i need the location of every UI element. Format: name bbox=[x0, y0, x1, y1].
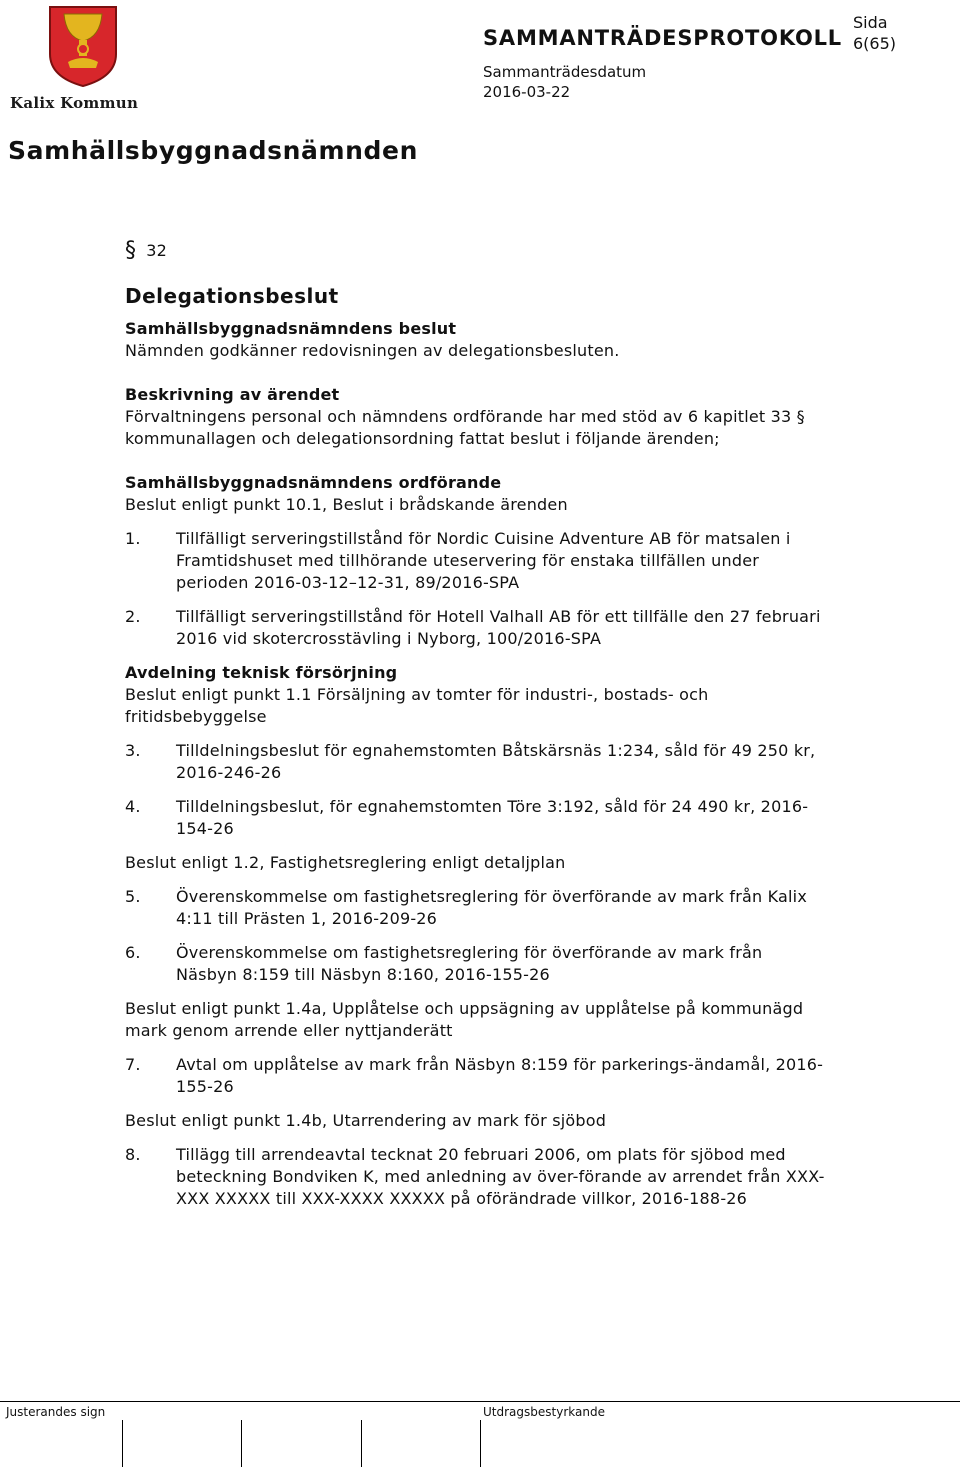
item-text: Överenskommelse om fastighetsreglering för överförande av mark från Näsbyn 8:159 till Näsbyn 8:160, 2016-155-26 bbox=[176, 943, 763, 984]
item-text: Tillägg till arrendeavtal tecknat 20 februari 2006, om plats för sjöbod med beteckning Bondviken K, med anledning av över-förande av arrendet från XXX-XXX XXXXX till XXX-XXXX XXXXX på oförändrade villkor, 2016-188-26 bbox=[176, 1145, 825, 1208]
item-number: 5. bbox=[125, 887, 141, 906]
coat-of-arms-icon bbox=[46, 4, 120, 88]
item-text: Överenskommelse om fastighetsreglering för överförande av mark från Kalix 4:11 till Prästen 1, 2016-209-26 bbox=[176, 887, 807, 928]
list-item bbox=[125, 740, 825, 784]
item-number: 7. bbox=[125, 1055, 141, 1074]
list-item bbox=[125, 1144, 825, 1210]
description-text: Förvaltningens personal och nämndens ordförande har med stöd av 6 kapitlet 33 § kommunallagen och delegationsordning fattat beslut i följande ärenden; bbox=[125, 407, 805, 448]
signature-divider bbox=[361, 1420, 362, 1467]
signature-footer bbox=[0, 1401, 960, 1467]
page-number: 6(65) bbox=[853, 34, 897, 53]
group-subheading: Beslut enligt punkt 1.4a, Upplåtelse och uppsägning av upplåtelse på kommunägd mark genom arrende eller nyttjanderätt bbox=[125, 999, 804, 1040]
date-value: 2016-03-22 bbox=[483, 83, 571, 101]
item-text: Tillfälligt serveringstillstånd för Nordic Cuisine Adventure AB för matsalen i Framtidshuset med tillhörande uteservering för enstaka tillfällen under perioden 2016-03-12–12-31, 89/2016-SPA bbox=[176, 529, 791, 592]
group-subheading: Beslut enligt punkt 1.1 Försäljning av tomter för industri-, bostads- och fritidsbebyggelse bbox=[125, 685, 709, 726]
signature-divider bbox=[241, 1420, 242, 1467]
decision-heading: Samhällsbyggnadsnämndens beslut bbox=[125, 319, 457, 338]
group-heading: Samhällsbyggnadsnämndens ordförande bbox=[125, 473, 502, 492]
logo-text: Kalix Kommun bbox=[10, 94, 139, 112]
group-subheading: Beslut enligt punkt 10.1, Beslut i brådskande ärenden bbox=[125, 495, 568, 514]
utdragsbestyrkande-label: Utdragsbestyrkande bbox=[483, 1405, 605, 1419]
justerandes-sign-label: Justerandes sign bbox=[6, 1405, 106, 1419]
item-number: 3. bbox=[125, 741, 141, 760]
list-item bbox=[125, 942, 825, 986]
item-text: Tilldelningsbeslut för egnahemstomten Båtskärsnäs 1:234, såld för 49 250 kr, 2016-246-26 bbox=[176, 741, 816, 782]
kalix-kommun-logo bbox=[10, 4, 160, 110]
list-item bbox=[125, 1054, 825, 1098]
document-type: SAMMANTRÄDESPROTOKOLL bbox=[483, 26, 842, 50]
signature-divider bbox=[480, 1420, 481, 1467]
item-number: 2. bbox=[125, 607, 141, 626]
item-number: 8. bbox=[125, 1145, 141, 1164]
committee-title: Samhällsbyggnadsnämnden bbox=[8, 136, 419, 165]
paragraph-sign: § bbox=[125, 238, 137, 263]
item-number: 1. bbox=[125, 529, 141, 548]
paragraph-line bbox=[125, 240, 825, 262]
document-body bbox=[125, 240, 825, 1210]
group-subheading: Beslut enligt 1.2, Fastighetsreglering enligt detaljplan bbox=[125, 853, 566, 872]
page-label: Sida bbox=[853, 13, 888, 32]
decision-text: Nämnden godkänner redovisningen av delegationsbesluten. bbox=[125, 341, 620, 360]
item-text: Tilldelningsbeslut, för egnahemstomten Töre 3:192, såld för 24 490 kr, 2016-154-26 bbox=[176, 797, 809, 838]
list-item bbox=[125, 886, 825, 930]
item-text: Tillfälligt serveringstillstånd för Hotell Valhall AB för ett tillfälle den 27 februari 2016 vid skotercrosstävling i Nyborg, 100/2016-SPA bbox=[176, 607, 821, 648]
description-heading: Beskrivning av ärendet bbox=[125, 385, 340, 404]
signature-divider bbox=[122, 1420, 123, 1467]
list-item bbox=[125, 606, 825, 650]
list-item bbox=[125, 796, 825, 840]
item-text: Avtal om upplåtelse av mark från Näsbyn 8:159 för parkerings-ändamål, 2016-155-26 bbox=[176, 1055, 824, 1096]
item-number: 6. bbox=[125, 943, 141, 962]
paragraph-number: 32 bbox=[146, 241, 167, 260]
item-number: 4. bbox=[125, 797, 141, 816]
group-subheading: Beslut enligt punkt 1.4b, Utarrendering av mark för sjöbod bbox=[125, 1111, 607, 1130]
date-label: Sammanträdesdatum bbox=[483, 63, 647, 81]
list-item bbox=[125, 528, 825, 594]
group-heading: Avdelning teknisk försörjning bbox=[125, 663, 398, 682]
section-title: Delegationsbeslut bbox=[125, 284, 339, 308]
